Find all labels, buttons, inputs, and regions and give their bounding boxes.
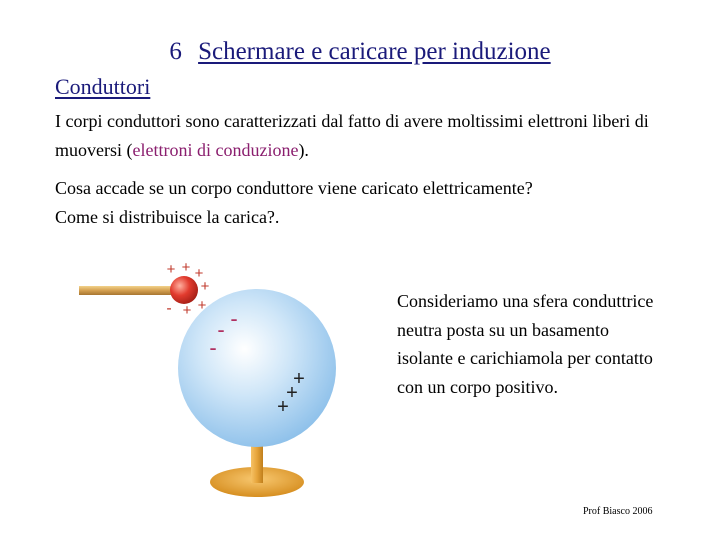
plus-sign-5: + (197, 297, 207, 314)
section-heading: Conduttori (55, 74, 151, 99)
paragraph1-text-before: I corpi conduttori sono caratterizzati dal fatto di avere moltissimi elettroni liberi di muoversi ( (55, 111, 649, 160)
paragraph1-highlight: elettroni di conduzione (132, 140, 299, 160)
description-text: Consideriamo una sfera conduttrice neutra posta su un basamento isolante e carichiamola per contatto con un corpo positivo. (397, 291, 654, 397)
slide-number: 6 (169, 38, 182, 65)
induced-plus-2: + (286, 382, 298, 404)
induced-minus-3: - (209, 335, 217, 360)
paragraph-conductors (55, 107, 675, 165)
plus-sign-2: + (181, 259, 191, 276)
question-line-2: Come si distribuisce la carica?. (55, 207, 280, 227)
plus-sign-6: + (182, 302, 192, 319)
minus-sign-near-rod: - (166, 300, 172, 317)
induced-minus-1: - (217, 317, 225, 342)
author-credit: Prof Biasco 2006 (583, 506, 653, 517)
induced-plus-3: + (277, 396, 289, 418)
question-line-1: Cosa accade se un corpo conduttore viene caricato elettricamente? (55, 178, 533, 198)
induced-minus-2: - (230, 306, 238, 331)
slide-title (0, 38, 720, 66)
induction-figure (70, 255, 370, 525)
plus-sign-1: + (166, 261, 176, 278)
plus-sign-3: + (194, 265, 204, 282)
paragraph1-text-after: ). (298, 140, 309, 160)
paragraph-questions (55, 174, 675, 232)
insulating-rod (79, 286, 179, 295)
plus-sign-4: + (200, 278, 210, 295)
slide-title-text: Schermare e caricare per induzione (198, 38, 551, 65)
induced-plus-1: + (293, 368, 305, 390)
